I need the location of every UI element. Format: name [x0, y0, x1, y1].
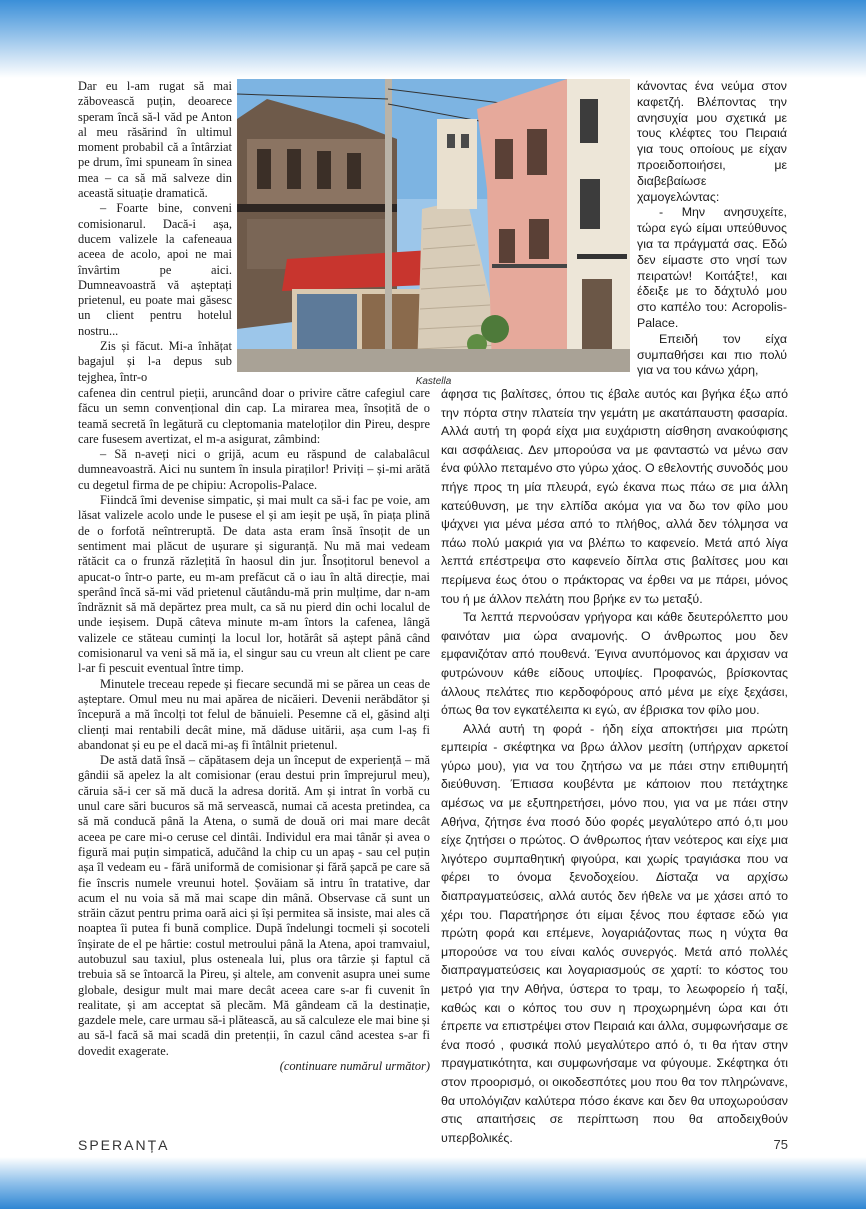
continuation-note: (continuare numărul următor) — [279, 1059, 430, 1074]
paragraph: Minutele treceau repede și fiecare secundă mi se părea un ceas de așteptare. Omul meu nu mai apărea de nicăieri. Devenii nerăbdător și începură a mă încolți tot felul de bănuieli. Pesemne că el, găsind alți clienți mai rentabili decât mine, mă dăduse uitării, așa cum l-aș fi abandonat și eu pe el dacă mi-aș fi întâlnit prietenul. — [78, 676, 430, 752]
romanian-column-wide — [78, 386, 430, 1074]
paragraph: – Să n-aveți nici o grijă, acum eu răspund de calabalâcul dumneavoastră. Aici nu suntem în insula piraților! Priviți – și-mi arătă cu degetul firma de pe chipiu: Acropolis-Palace. — [78, 447, 430, 492]
paragraph: Τα λεπτά περνούσαν γρήγορα και κάθε δευτερόλεπτο μου φαινόταν μια ώρα αναμονής. Ο άνθρωπος μου δεν εμφανιζόταν από πουθενά. Έγινα ανυπόμονος και άρχισαν να φυτρώνουν κάθε είδους υποψίες. Προφανώς, βρίσκοντας άλλους πελάτες πιο κερδοφόρους από μένα με είχε ξεχάσει, όπως θα τον εγκατέλειπα κι εγώ, αν έβρισκα τον φίλο μου. — [441, 610, 788, 718]
paragraph: άφησα τις βαλίτσες, όπου τις έβαλε αυτός και βγήκα έξω από την πόρτα στην πλατεία την γεμάτη με ακατάπαυστη φασαρία. Αλλά αυτή τη φορά είχα μια ευχάριστη αίσθηση ανακούφισης και ασφάλειας. Δεν μπορούσα να με φανταστώ να μένω σαν ένα φύλλο πεταμένο στο γύρω χάος. Ο εθελοντής συνοδός μου πήγε προς τη μία πλευρά, εγώ έκανα πως πάω σε μια άλλη κατεύθυνση, με την ελπίδα ακόμα για να δω τον φίλο μου ψάχνει για μένα μέσα από το πλήθος, αλλά δεν τόλμησα να πάω πολύ μακριά για να βλέπω το καφενείο. Μετά από λίγα λεπτά επέστρεψα στο καφενείο δίπλα στις βαλίτσες μου και περίμενα έως ότου ο πράκτορας να έρθει να με πάρει, μόνος του ή με άλλον πελάτη που βρήκε εν τω μεταξύ. — [441, 387, 788, 606]
greek-column-top — [637, 79, 787, 379]
magazine-title: SPERANȚA — [78, 1137, 170, 1153]
kastella-photo — [237, 79, 630, 372]
paragraph: cafenea din centrul pieții, aruncând doar o privire către cafegiul care făcu un semn convențional din cap. La mirarea mea, însoțită de o teamă secretă în legătură cu cleptomania mateloților din Pireu, despre care fusesem avertizat, el m-a asigurat, zâmbind: — [78, 386, 430, 446]
paragraph: De astă dată însă – căpătasem deja un început de experiență – mă gândii să apelez la alt comisionar (erau destui prin împrejurul meu), căruia să-i cer să mă ducă la adresa dorită. Am și intrat în vorbă cu unul care sări bucuros să mă servească, numai că acesta pretindea, ca să mă conducă până la Atena, o sumă de două ori mai mare decât aceea pe care mi-o ceruse cel dintâi. Individul era mai tânăr și avea o figură mai puțin simpatică, adučând la chip cu un apaș - sau cel puțin așa îl vedeam eu - fără uniformă de comisionar și fără șapcă pe care să fie înscris numele vreunui hotel. Șovăiam să intru în tratative, dar acum el nu voia să mă mai scape din mână. Observase că sunt un străin căzut pentru prima oară aici și își permitea să insiste, mai ales că noaptea îi putea fi bună complice. După îndelungi tocmeli și socoteli înșirate de el pe hârtie: costul metroului până la Atena, apoi tramvaiul, autobuzul sau taxiul, plus osteneala lui, plus ora târzie și faptul că trebuia să se întoarcă la Pireu, și altele, am convenit asupra unei sume globale, desigur mult mai mare decât aceea care s-ar fi cuvenit în realitate, și am acceptat să plecăm. Mă gândeam că la destinație, gazdele mele, care urmau să-i plătească, au să calculeze ele mai bine și au să-l facă să mai scadă din pretenții, în cazul când acestea s-ar fi dovedit exagerate. — [78, 753, 430, 1058]
photo-caption: Kastella — [415, 376, 452, 387]
paragraph: κάνοντας ένα νεύμα στον καφετζή. Βλέποντας την ανησυχία μου σχετικά με τους κλέφτες του Πειραιά για τους οποίους με είχαν προειδοποιήσει, με διαβεβαίωσε χαμογελώντας: — [637, 79, 787, 204]
paragraph: Αλλά αυτή τη φορά - ήδη είχα αποκτήσει μια πρώτη εμπειρία - σκέφτηκα να βρω άλλον μεσίτη (υπήρχαν αρκετοί γύρω μου), για να του ζητήσω να με πάει στην επιθυμητή διεύθυνση. Έπιασα κουβέντα με κάποιον που πετάχτηκε αμέσως να με εξυπηρετήσει, μόνο που, για να με πάει στην Αθήνα, ζήτησε ένα ποσό δύο φορές μεγαλύτερο από ό,τι μου είχε ζητήσει ο πρώτος. Ο άνθρωπος ήταν νεότερος και είχε μια λιγότερο συμπαθητική φιγούρα, και χωρίς τραγιάσκα που να φέρει το όνομα ξενοδοχείου. Δίσταζα να αρχίσω διαπραγματεύσεις, αλλά αυτός δεν ήθελε να με χάσει από το χέρι του. Παρατήρησε ότι είμαι ξένος που έφτασε εδώ για πρώτη φορά και επέμενε, λογαριάζοντας πως η νύχτα θα μπορούσε να του είναι καλός συνεργός. Μετά από πολλές διαπραγματεύσεις και λογαριασμούς σε χαρτί: το κόστος του μετρό για την Αθήνα, ύστερα το τραμ, το λεωφορείο ή ταξί, καθώς και ο κόπος του συν η προχωρημένη ώρα και ότι έπρεπε να επιστρέψει στον Πειραιά και άλλα, συμφωνήσαμε σε ένα ποσό , φυσικά πολύ μεγαλύτερο από ό, τι θα ήταν στην πραγματικότητα, και συμφωνήσαμε να φύγουμε. Σκέφτηκα ότι στον προορισμό, οι οικοδεσπότες μου που θα τον πληρώνανε, θα υπολόγιζαν καλύτερα πόσο έκανε και δεν θα υποχωρούσαν στις απαιτήσεις σε περίπτωση που θα αποδειχθούν υπερβολικές. — [441, 721, 788, 1145]
greek-column-wide — [441, 385, 788, 1147]
paragraph: Zis și făcut. Mi-a înhățat bagajul și l-a depus sub tejghea, într-o — [78, 339, 232, 384]
paragraph: Fiindcă îmi devenise simpatic, și mai mult ca să-i fac pe voie, am lăsat valizele acolo unde le pusese el și am ieșit pe ușă, în piața plină de o forfotă neîntreruptă. De data asta eram însă însoțit de un sentiment mai plăcut de ușurare și siguranță. Nu mă mai vedeam rătăcit ca o frunză răzlețită în haosul din jur. Însoțitorul benevol a apucat-o într-o parte, eu m-am prefăcut că o iau în altă direcție, mai sperând încă să-mi văd prietenul căutându-mă prin mulțime, dar n-am îndrăznit să mă depărtez prea mult, ca să nu pierd din ochi localul de unde ieșisem. După câteva minute m-am întors la cafenea, lângă valizele ce stăteau cuminți la locul lor, hotărât să aștept până când comisionarul va veni să mă ia, el singur sau cu vreun alt client pe care l-ar fi pescuit eventual între timp. — [78, 493, 430, 676]
paragraph: Dar eu l-am rugat să mai zăbovească puțin, deoarece speram încă să-l văd pe Anton al meu răsărind în ultimul moment probabil că a întârziat pe drum, îmi spuneam în sinea mea – ca să mă salveze din această situație dramatică. — [78, 79, 232, 201]
top-gradient-band — [0, 0, 866, 78]
paragraph: - Μην ανησυχείτε, τώρα εγώ είμαι υπεύθυνος για τα πράγματά σας. Εδώ δεν είμαστε στο νησί των πειρατών! Κοιτάξτε!, και έδειξε με το δάχτυλό μου στο καπέλο του: Acropolis-Palace. — [637, 205, 787, 330]
romanian-column-top — [78, 79, 232, 385]
paragraph: Επειδή τον είχα συμπαθήσει και πιο πολύ για να του κάνω χάρη, — [637, 331, 787, 378]
paragraph: – Foarte bine, conveni comisionarul. Dacă-i așa, ducem valizele la cafeneaua aceea de acolo, apoi ne mai învârtim pe aici. Dumneavoastră vă așteptați prietenul, eu poate mai găsesc un client pentru hotelul nostru... — [78, 201, 232, 338]
bottom-gradient-band — [0, 1157, 866, 1209]
page-number: 75 — [773, 1137, 788, 1152]
